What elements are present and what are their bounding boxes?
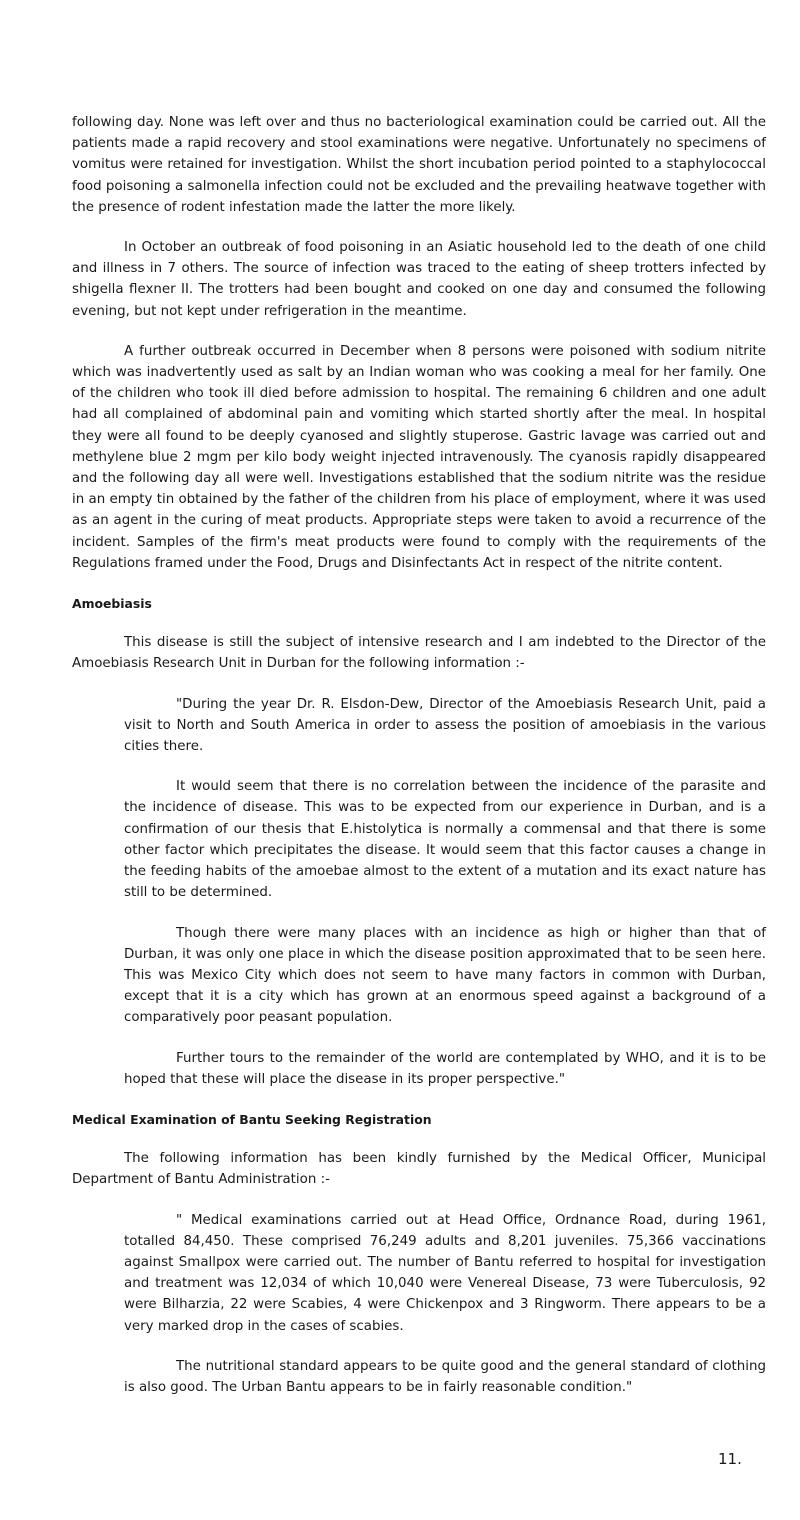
document-body: [72, 112, 766, 1417]
quote-paragraph-examinations: " Medical examinations carried out at Head Office, Ordnance Road, during 1961, totalled 84,450. These comprised 76,249 adults and 8,201 juveniles. 75,366 vaccinations against Smallpox were carried out. The number of Bantu referred to hospital for investigation and treatment was 12,034 of which 10,040 were Venereal Disease, 73 were Tuberculosis, 92 were Bilharzia, 22 were Scabies, 4 were Chickenpox and 3 Ringworm. There appears to be a very marked drop in the cases of scabies.: [124, 1212, 766, 1334]
quote-paragraph-correlation: It would seem that there is no correlation between the incidence of the parasite and the incidence of disease. This was to be expected from our experience in Durban, and is a confirmation of our thesis that E.histolytica is normally a commensal and that there is some other factor which precipitates the disease. It would seem that this factor causes a change in the feeding habits of the amoebae almost to the extent of a mutation and its exact nature has still to be determined.: [124, 779, 766, 901]
quote-paragraph-visit: "During the year Dr. R. Elsdon-Dew, Director of the Amoebiasis Research Unit, paid a visit to North and South America in order to assess the position of amoebiasis in the various cities there.: [124, 696, 766, 755]
page-number: 11.: [718, 1450, 742, 1468]
paragraph-october-outbreak: In October an outbreak of food poisoning in an Asiatic household led to the death of one child and illness in 7 others. The source of infection was traced to the eating of sheep trotters infected by shigella flexner II. The trotters had been bought and cooked on one day and consumed the following evening, but not kept under refrigeration in the meantime.: [72, 240, 766, 319]
paragraph-amoebiasis-intro: This disease is still the subject of intensive research and I am indebted to the Director of the Amoebiasis Research Unit in Durban for the following information :-: [72, 635, 766, 672]
section-heading-amoebiasis: Amoebiasis: [72, 596, 152, 612]
section-heading-medical-examination: Medical Examination of Bantu Seeking Registration: [72, 1111, 432, 1127]
quote-paragraph-mexico: Though there were many places with an incidence as high or higher than that of Durban, it was only one place in which the disease position approximated that to be seen here. This was Mexico City which does not seem to have many factors in common with Durban, except that it is a city which has grown at an enormous speed against a background of a comparatively poor peasant population.: [124, 925, 766, 1026]
quote-paragraph-nutrition: The nutritional standard appears to be quite good and the general standard of clothing is also good. The Urban Bantu appears to be in fairly reasonable condition.": [124, 1358, 766, 1395]
quote-paragraph-further-tours: Further tours to the remainder of the world are contemplated by WHO, and it is to be hoped that these will place the disease in its proper perspective.": [124, 1050, 766, 1087]
paragraph-continuation: following day. None was left over and thus no bacteriological examination could be carried out. All the patients made a rapid recovery and stool examinations were negative. Unfortunately no specimens of vomitus were retained for investigation. Whilst the short incubation period pointed to a staphylococcal food poisoning a salmonella infection could not be excluded and the prevailing heatwave together with the presence of rodent infestation made the latter the more likely.: [72, 115, 766, 215]
paragraph-december-outbreak: A further outbreak occurred in December when 8 persons were poisoned with sodium nitrite which was inadvertently used as salt by an Indian woman who was cooking a meal for her family. One of the children who took ill died before admission to hospital. The remaining 6 children and one adult had all complained of abdominal pain and vomiting which started shortly after the meal. In hospital they were all found to be deeply cyanosed and slightly stuperose. Gastric lavage was carried out and methylene blue 2 mgm per kilo body weight injected intravenously. The cyanosis rapidly disappeared and the following day all were well. Investigations established that the sodium nitrite was the residue in an empty tin obtained by the father of the children from his place of employment, where it was used as an agent in the curing of meat products. Appropriate steps were taken to avoid a recurrence of the incident. Samples of the firm's meat products were found to comply with the requirements of the Regulations framed under the Food, Drugs and Disinfectants Act in respect of the nitrite content.: [72, 343, 766, 571]
paragraph-medical-intro: The following information has been kindly furnished by the Medical Officer, Municipal Department of Bantu Administration :-: [72, 1151, 766, 1188]
